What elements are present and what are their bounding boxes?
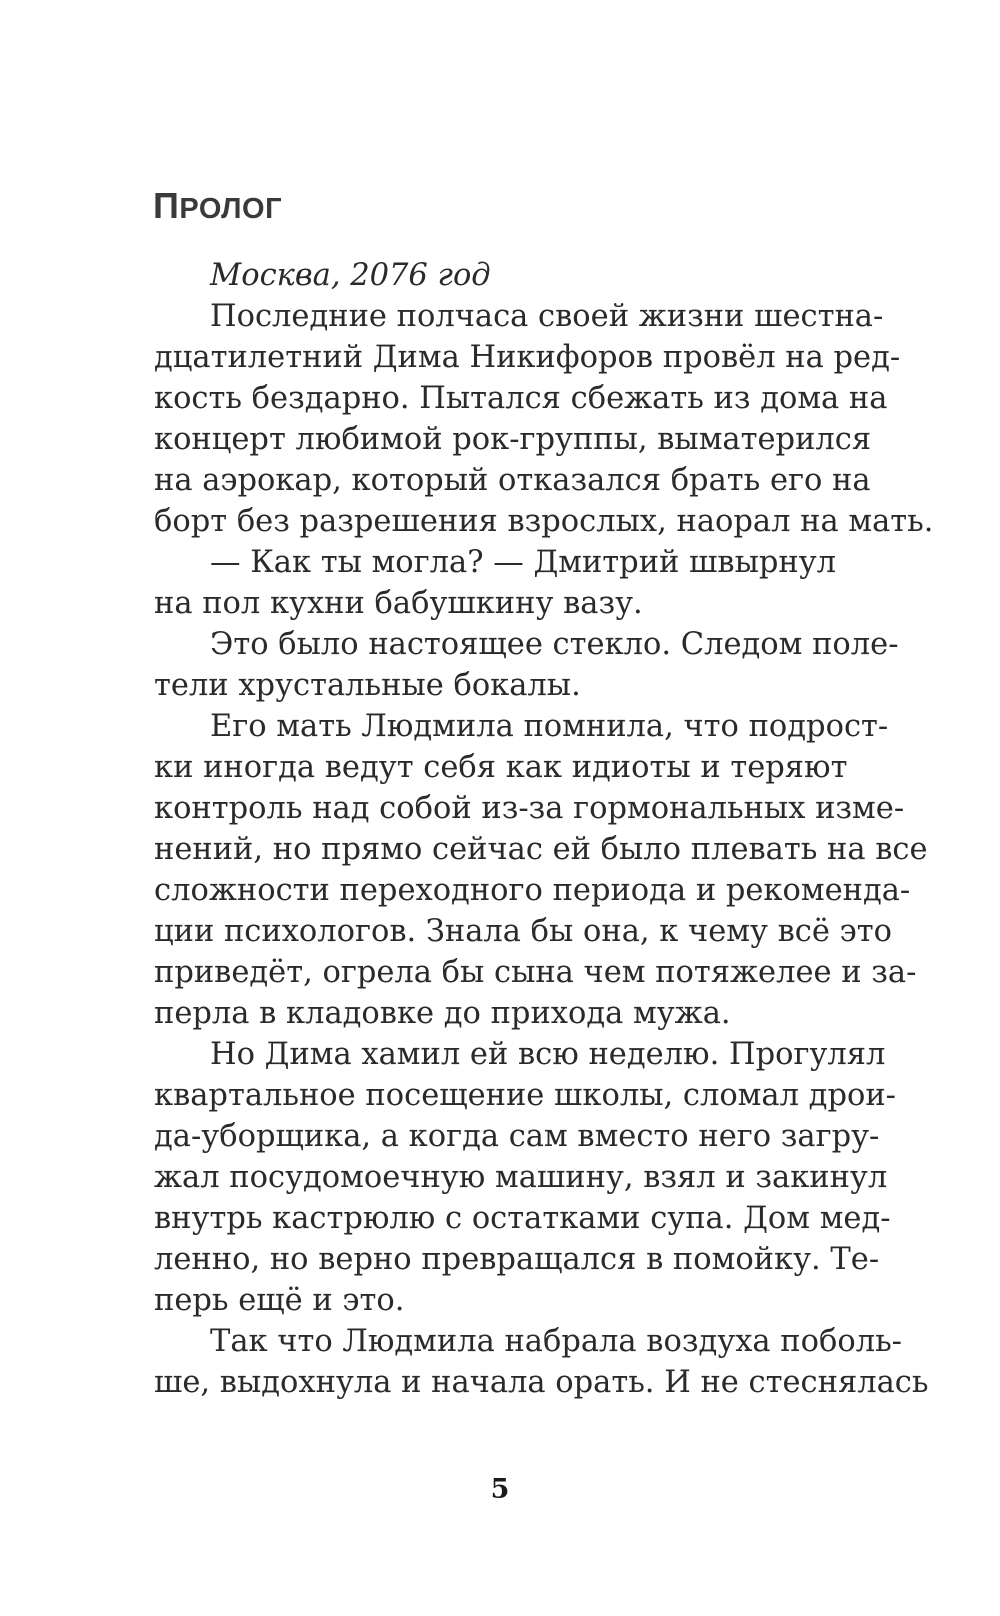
text-line: тели хрустальные бокалы. [154,668,581,703]
text-line: дцатилетний Дима Никифоров провёл на ред- [154,340,901,375]
text-line: Так что Людмила набрала воздуха поболь- [210,1324,902,1359]
text-line: кость бездарно. Пытался сбежать из дома на [154,381,888,416]
text-line: ки иногда ведут себя как идиоты и теряют [154,750,848,785]
text-line: сложности переходного периода и рекоменда- [154,873,911,908]
text-line: ше, выдохнула и начала орать. И не стеснялась [154,1365,929,1400]
chapter-title-rest: РОЛОГ [179,193,283,225]
text-line: на пол кухни бабушкину вазу. [154,586,643,621]
text-line: внутрь кастрюлю с остатками супа. Дом мед- [154,1201,891,1236]
text-line: Последние полчаса своей жизни шестна- [210,299,884,334]
text-line: приведёт, огрела бы сына чем потяжелее и за- [154,955,917,990]
text-line: жал посудомоечную машину, взял и закинул [154,1160,888,1195]
text-line: ции психологов. Знала бы она, к чему всё это [154,914,892,949]
page-number: 5 [490,1474,510,1505]
text-line: контроль над собой из-за гормональных изме- [154,791,905,826]
text-line: на аэрокар, который отказался брать его на [154,463,871,498]
text-line: ленно, но верно превращался в помойку. Те- [154,1242,880,1277]
text-line: да-уборщика, а когда сам вместо него загру- [154,1119,880,1154]
body-text [154,255,934,1403]
text-line: Его мать Людмила помнила, что подрост- [210,709,889,744]
text-line: концерт любимой рок-группы, выматерился [154,422,872,457]
text-line: квартальное посещение школы, сломал дрои- [154,1078,896,1113]
text-line: Это было настоящее стекло. Следом поле- [210,627,899,662]
text-line: перь ещё и это. [154,1283,405,1318]
text-line: перла в кладовке до прихода мужа. [154,996,731,1031]
chapter-title-initial: П [153,185,180,226]
text-line: борт без разрешения взрослых, наорал на мать. [154,504,934,539]
text-line: нений, но прямо сейчас ей было плевать на все [154,832,928,867]
place-date: Москва, 2076 год [210,258,491,293]
text-line: — Как ты могла? — Дмитрий швырнул [210,545,837,580]
chapter-title [153,185,283,226]
text-line: Но Дима хамил ей всю неделю. Прогулял [210,1037,886,1072]
